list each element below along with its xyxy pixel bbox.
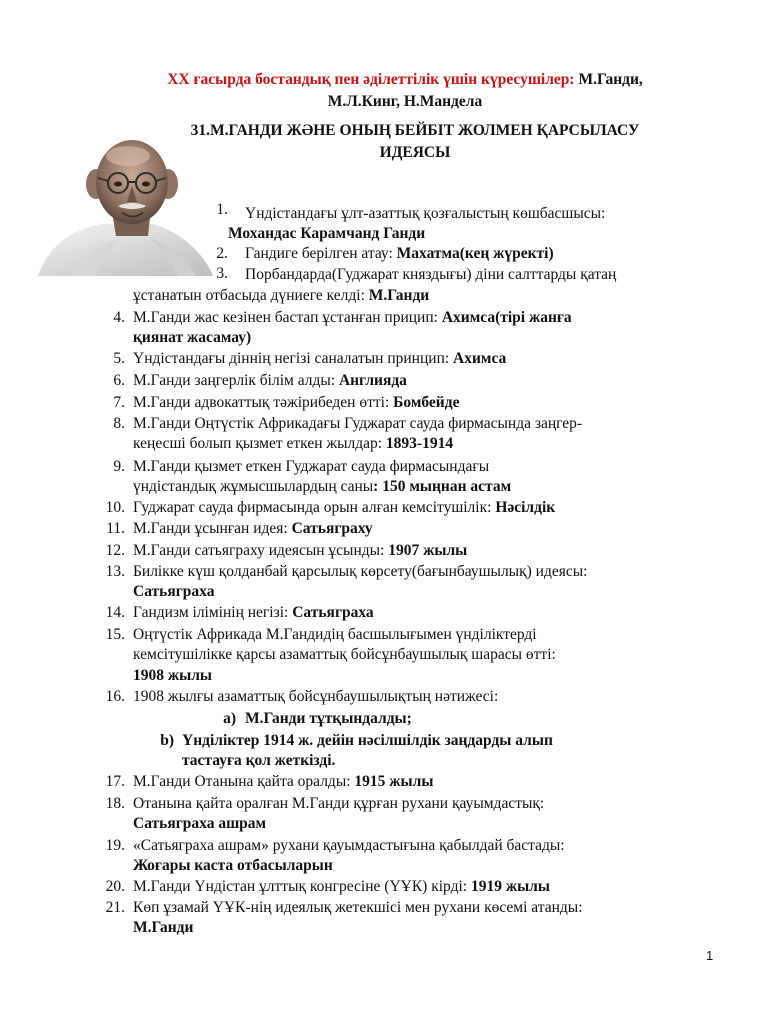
question-text: Үндістандағы ұлт-азаттық қозғалыстың көшбасшысы: — [245, 205, 606, 222]
list-item-line — [133, 794, 544, 814]
question-text: М.Ганди ұсынған идея: — [133, 520, 292, 537]
question-text: Оңтүстік Африкада М.Гандидің басшылығымен үнділіктерді — [133, 626, 537, 643]
answer-text: Бомбейде — [393, 394, 460, 411]
list-item-line — [133, 856, 333, 876]
item-number: 15. — [105, 626, 125, 643]
list-item-line — [245, 204, 605, 224]
title-red-part: XX ғасырда бостандық пен әділеттілік үшін күресушілер: — [167, 71, 575, 88]
question-text: Гандиге берілген атау: — [245, 245, 397, 262]
item-number: 21. — [105, 899, 125, 916]
question-text: Билікке күш қолданбай қарсылық көрсету(бағынбаушылық) идеясы: — [133, 563, 588, 580]
answer-text: Сатьяграха ашрам — [133, 815, 267, 832]
item-number: a) — [223, 710, 236, 727]
question-text: М.Ганди жас кезінен бастап ұстанған прицип: — [133, 309, 442, 326]
question-text: Гандизм ілімінің негізі: — [133, 604, 293, 621]
answer-text: Махатма(кең жүректі) — [396, 245, 554, 262]
list-item-line — [133, 836, 565, 856]
list-item-line — [133, 393, 459, 413]
list-item-line — [245, 709, 412, 729]
answer-text: М.Ганди — [133, 919, 194, 936]
answer-text: 1919 жылы — [470, 878, 550, 895]
question-text: М.Ганди Отанына қайта оралды: — [133, 773, 355, 790]
answer-text: Англияда — [338, 372, 407, 389]
answer-text: Сатьяграха — [133, 583, 215, 600]
question-text: кемсітушілікке қарсы азаматтық бойсұнбаушылық шарасы өтті: — [133, 646, 556, 663]
page-number: 1 — [706, 948, 714, 963]
list-item-line — [133, 814, 266, 834]
item-number: 10. — [105, 499, 125, 516]
answer-text: : 150 мыңнан астам — [373, 478, 512, 495]
section-title: 31.М.ГАНДИ ЖӘНЕ ОНЫҢ БЕЙБІТ ЖОЛМЕН ҚАРСЫЛАСУ ИДЕЯСЫ — [190, 122, 640, 161]
gandhi-portrait — [28, 136, 218, 276]
question-text: М.Ганди Оңтүстік Африкадағы Гуджарат сауда фирмасында заңгер- — [133, 415, 583, 432]
item-number: 6. — [113, 372, 125, 389]
item-number: 20. — [105, 878, 125, 895]
answer-text: Ахимса(тірі жанға — [441, 309, 572, 326]
item-number: 18. — [105, 795, 125, 812]
question-text: Гуджарат сауда фирмасында орын алған кемсітушілік: — [133, 499, 496, 516]
answer-text: 1908 жылы — [133, 667, 213, 684]
item-number: 16. — [105, 688, 125, 705]
list-item-line — [133, 687, 498, 707]
item-number: 7. — [113, 394, 125, 411]
item-number: 2. — [216, 245, 228, 262]
question-text: Отанына қайта оралған М.Ганди құрған рухани қауымдастық: — [133, 795, 545, 812]
list-item-line — [133, 328, 251, 348]
question-text: үндістандық жұмысшылардың саны — [133, 478, 374, 495]
list-item-line — [133, 349, 506, 369]
list-item-line — [133, 898, 583, 918]
answer-text: М.Ганди — [368, 287, 430, 304]
question-text: Порбандарда(Гуджарат княздығы) діни салттарды қатаң — [245, 266, 617, 283]
document-title — [100, 69, 710, 113]
list-item-line — [133, 414, 582, 434]
item-number: 19. — [105, 837, 125, 854]
question-text: М.Ганди сатьяграху идеясын ұсынды: — [133, 542, 389, 559]
list-item-line — [245, 244, 554, 264]
question-text: кеңесші болып қызмет еткен жылдар: — [133, 435, 386, 452]
answer-text: М.Ганди тұтқындалды; — [245, 710, 412, 727]
answer-text: қиянат жасамау) — [133, 329, 252, 346]
answer-text: 1915 жылы — [354, 773, 434, 790]
list-item-line — [182, 731, 553, 751]
list-item-line — [133, 918, 193, 938]
question-text: М.Ганди қызмет еткен Гуджарат сауда фирмасындағы — [133, 458, 490, 475]
answer-text: 1907 жылы — [388, 542, 468, 559]
list-item-line — [133, 541, 467, 561]
question-text: «Сатьяграха ашрам» рухани қауымдастығына қабылдай бастады: — [133, 837, 565, 854]
answer-text: Жоғары каста отбасыларын — [133, 857, 333, 874]
item-number: 5. — [113, 350, 125, 367]
list-item-line — [133, 371, 407, 391]
answer-text: 1893-1914 — [385, 435, 454, 452]
list-item-line — [133, 308, 572, 328]
title-black-part: М.Ганди, — [574, 71, 643, 88]
list-item-line — [182, 751, 335, 771]
item-number: 12. — [105, 542, 125, 559]
answer-text: Ахимса — [453, 350, 507, 367]
item-number: b) — [160, 732, 174, 749]
list-item-line — [133, 477, 511, 497]
list-item-line — [133, 666, 212, 686]
list-item-line — [133, 772, 433, 792]
question-text: М.Ганди адвокаттық тәжірибеден өтті: — [133, 394, 394, 411]
question-text: М.Ганди Үндістан ұлттық конгресіне (ҮҰК) кірді: — [133, 878, 471, 895]
item-number: 4. — [113, 309, 125, 326]
list-item-line — [133, 519, 373, 539]
answer-text: Нәсілдік — [495, 499, 556, 516]
list-item-line — [133, 434, 453, 454]
item-number: 8. — [113, 415, 125, 432]
item-number: 13. — [105, 563, 125, 580]
title-black-part-2: М.Л.Кинг, Н.Мандела — [327, 93, 483, 110]
answer-text: Сатьяграха — [292, 604, 374, 621]
list-item-line — [133, 562, 587, 582]
list-item-line — [133, 645, 556, 665]
item-number: 1. — [216, 201, 228, 218]
item-number: 9. — [113, 458, 125, 475]
answer-text: Мохандас Карамчанд Ганди — [228, 225, 426, 242]
list-item-line — [245, 265, 616, 285]
question-text: ұстанатын отбасыда дүниеге келді: — [133, 287, 369, 304]
answer-text: Үнділіктер 1914 ж. дейін нәсілшілдік заңдарды алып — [182, 732, 553, 749]
answer-text: Сатьяграху — [291, 520, 373, 537]
list-item-line — [133, 498, 555, 518]
item-number: 17. — [105, 773, 125, 790]
question-text: М.Ганди заңгерлік білім алды: — [133, 372, 339, 389]
list-item-line — [133, 457, 489, 477]
question-text: Көп ұзамай ҮҰК-нің идеялық жетекшісі мен рухани көсемі атанды: — [133, 899, 583, 916]
question-text: 1908 жылғы азаматтық бойсұнбаушылықтың нәтижесі: — [133, 688, 499, 705]
list-item-line — [133, 625, 537, 645]
list-item-line — [133, 286, 429, 306]
question-text: Үндістандағы діннің негізі саналатын принцип: — [133, 350, 454, 367]
answer-text: тастауға қол жеткізді. — [182, 752, 336, 769]
list-item-line — [228, 224, 425, 244]
item-number: 3. — [216, 265, 228, 282]
list-item-line — [133, 582, 214, 602]
list-item-line — [133, 603, 374, 623]
item-number: 11. — [106, 520, 125, 537]
item-number: 14. — [105, 604, 125, 621]
list-item-line — [133, 877, 550, 897]
